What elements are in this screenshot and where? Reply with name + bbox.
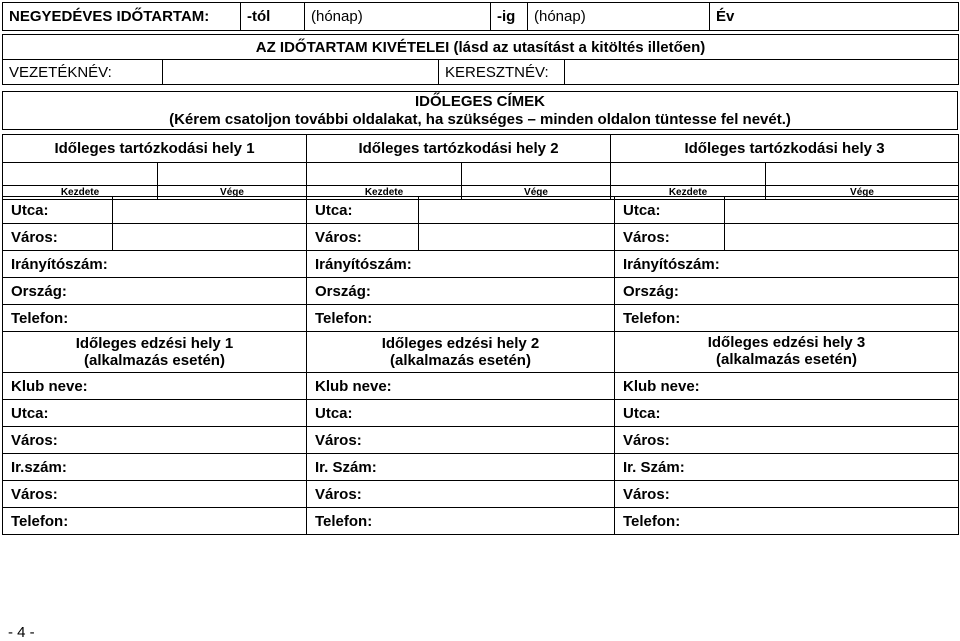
residence-2-phone-label: Telefon: (315, 309, 373, 327)
residence-2-zip[interactable] (307, 251, 615, 278)
training-3-city2-label: Város: (623, 485, 670, 503)
details-table (2, 196, 959, 535)
residence-2-country-label: Ország: (315, 282, 371, 300)
duration-row (2, 2, 959, 31)
training-3-city[interactable] (615, 427, 959, 454)
residence-3-zip[interactable] (615, 251, 959, 278)
training-2-subtitle: (alkalmazás esetén) (390, 352, 531, 369)
residence-1-phone[interactable] (3, 305, 307, 332)
training-1-phone[interactable] (3, 508, 307, 535)
residence-1-start-field[interactable] (3, 163, 158, 186)
training-1-city[interactable] (3, 427, 307, 454)
residence-3-city-label: Város: (615, 224, 725, 251)
training-2-title: Időleges edzési hely 2 (381, 335, 540, 352)
training-3-club[interactable] (615, 373, 959, 400)
training-2-city[interactable] (307, 427, 615, 454)
addresses-title: IDŐLEGES CÍMEK (414, 92, 545, 110)
surname-field[interactable] (163, 60, 439, 85)
training-2-club-label: Klub neve: (315, 377, 392, 395)
residence-1-zip-label: Irányítószám: (11, 255, 108, 273)
training-1-title: Időleges edzési hely 1 (75, 335, 234, 352)
residence-2-header: Időleges tartózkodási hely 2 (307, 135, 611, 163)
residence-3-end-label: Vége (766, 186, 959, 200)
residence-1-country[interactable] (3, 278, 307, 305)
exceptions-section (2, 34, 959, 85)
residence-1-city-label: Város: (3, 224, 113, 251)
training-1-city-label: Város: (11, 431, 58, 449)
residence-2-start-label: Kezdete (307, 186, 462, 200)
residence-2-end-label: Vége (462, 186, 611, 200)
from-month-field[interactable] (305, 3, 491, 31)
from-label: -tól (241, 3, 305, 31)
training-2-phone-label: Telefon: (315, 512, 373, 530)
surname-label: VEZETÉKNÉV: (3, 60, 163, 85)
training-2-street-label: Utca: (315, 404, 353, 422)
page-number: - 4 - (8, 624, 35, 641)
residence-2-start-field[interactable] (307, 163, 462, 186)
residence-2-city-label: Város: (307, 224, 419, 251)
to-month-hint: (hónap) (534, 8, 586, 25)
from-month-hint: (hónap) (311, 8, 363, 25)
residence-1-country-label: Ország: (11, 282, 67, 300)
training-2-header (307, 332, 615, 373)
firstname-label: KERESZTNÉV: (439, 60, 565, 85)
training-3-club-label: Klub neve: (623, 377, 700, 395)
to-month-field[interactable] (528, 3, 710, 31)
training-2-zip-label: Ir. Szám: (315, 458, 377, 476)
residence-1-street-field[interactable] (113, 197, 307, 224)
to-label: -ig (491, 3, 528, 31)
training-1-zip[interactable] (3, 454, 307, 481)
addresses-note: (Kérem csatoljon további oldalakat, ha szükséges – minden oldalon tüntesse fel nevét.) (169, 110, 791, 128)
training-3-city-label: Város: (623, 431, 670, 449)
training-2-phone[interactable] (307, 508, 615, 535)
training-3-subtitle: (alkalmazás esetén) (716, 351, 857, 368)
training-2-city2-label: Város: (315, 485, 362, 503)
residence-header-table (2, 134, 959, 200)
residence-1-end-field[interactable] (158, 163, 307, 186)
residence-2-city-field[interactable] (419, 224, 615, 251)
residence-3-phone-label: Telefon: (623, 309, 681, 327)
residence-3-country-label: Ország: (623, 282, 679, 300)
training-1-header (3, 332, 307, 373)
training-2-city-label: Város: (315, 431, 362, 449)
training-3-street-label: Utca: (623, 404, 661, 422)
residence-3-header: Időleges tartózkodási hely 3 (611, 135, 959, 163)
residence-3-country[interactable] (615, 278, 959, 305)
training-3-phone[interactable] (615, 508, 959, 535)
residence-3-city-field[interactable] (725, 224, 959, 251)
residence-1-header: Időleges tartózkodási hely 1 (3, 135, 307, 163)
training-3-phone-label: Telefon: (623, 512, 681, 530)
residence-1-end-label: Vége (158, 186, 307, 200)
duration-label: NEGYEDÉVES IDŐTARTAM: (3, 3, 241, 31)
training-2-street[interactable] (307, 400, 615, 427)
training-3-header (615, 332, 959, 373)
year-field[interactable] (762, 3, 959, 31)
residence-3-start-label: Kezdete (611, 186, 766, 200)
residence-2-end-field[interactable] (462, 163, 611, 186)
training-3-zip[interactable] (615, 454, 959, 481)
training-1-street[interactable] (3, 400, 307, 427)
firstname-field[interactable] (565, 60, 959, 85)
residence-3-start-field[interactable] (611, 163, 766, 186)
addresses-header (3, 92, 958, 130)
training-3-city2[interactable] (615, 481, 959, 508)
residence-1-phone-label: Telefon: (11, 309, 69, 327)
training-1-club[interactable] (3, 373, 307, 400)
training-1-zip-label: Ir.szám: (11, 458, 67, 476)
training-2-zip[interactable] (307, 454, 615, 481)
training-2-club[interactable] (307, 373, 615, 400)
residence-2-zip-label: Irányítószám: (315, 255, 412, 273)
training-1-city2-label: Város: (11, 485, 58, 503)
residence-2-street-label: Utca: (307, 197, 419, 224)
residence-3-street-label: Utca: (615, 197, 725, 224)
training-2-city2[interactable] (307, 481, 615, 508)
residence-3-end-field[interactable] (766, 163, 959, 186)
residence-1-city-field[interactable] (113, 224, 307, 251)
training-3-title: Időleges edzési hely 3 (707, 334, 866, 351)
residence-3-zip-label: Irányítószám: (623, 255, 720, 273)
training-1-city2[interactable] (3, 481, 307, 508)
training-1-club-label: Klub neve: (11, 377, 88, 395)
training-1-street-label: Utca: (11, 404, 49, 422)
residence-1-street-label: Utca: (3, 197, 113, 224)
addresses-section (2, 91, 958, 130)
training-1-subtitle: (alkalmazás esetén) (84, 352, 225, 369)
residence-1-zip[interactable] (3, 251, 307, 278)
training-1-phone-label: Telefon: (11, 512, 69, 530)
exceptions-title: AZ IDŐTARTAM KIVÉTELEI (lásd az utasítást a kitöltés illetően) (3, 35, 959, 60)
training-3-street[interactable] (615, 400, 959, 427)
residence-3-phone[interactable] (615, 305, 959, 332)
training-3-zip-label: Ir. Szám: (623, 458, 685, 476)
year-label: Év (710, 3, 762, 31)
residence-2-phone[interactable] (307, 305, 615, 332)
residence-2-country[interactable] (307, 278, 615, 305)
residence-1-start-label: Kezdete (3, 186, 158, 200)
residence-2-street-field[interactable] (419, 197, 615, 224)
residence-3-street-field[interactable] (725, 197, 959, 224)
